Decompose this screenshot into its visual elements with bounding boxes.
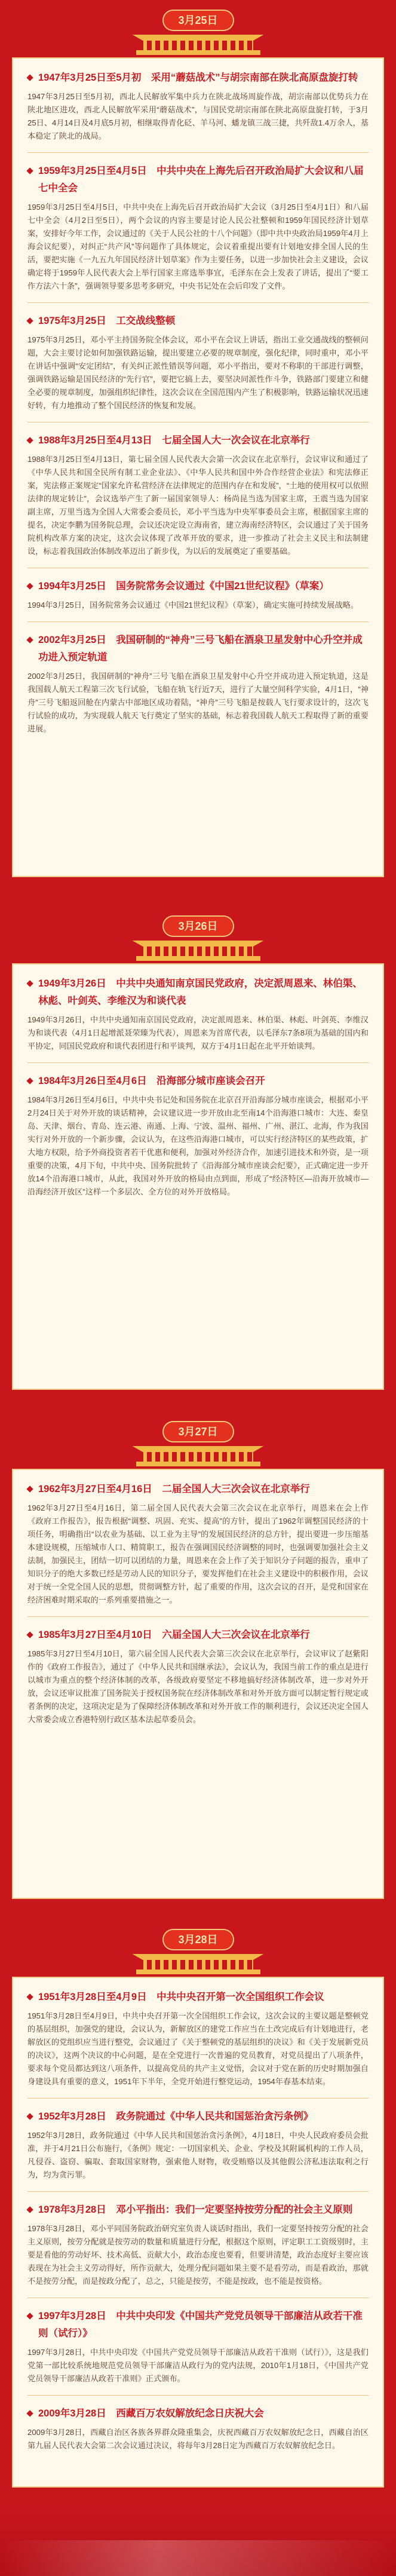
entry-body: 1952年3月28日，政务院通过《中华人民共和国惩治贪污条例》，4月18日，中央人民政府委员会批准，并于4月21日公布施行，《条例》规定：一切国家机关、企业、学校及其附属机构的工作人员，凡侵吞、盗窃、骗取、套取国家财物，强索他人财物，收受贿赂以及其他假公济私违法取利之行为，均为贪污罪。: [27, 2131, 369, 2179]
date-tab: 3月27日: [162, 1421, 234, 1442]
entry-title: 1959年3月25日至4月5日 中共中央在上海先后召开政治局扩大会议和八届七中全会: [27, 163, 369, 197]
date-section: [12, 1977, 384, 2488]
flag-decoration: [0, 2540, 396, 2576]
entry-body: 2002年3月25日，我国研制的“神舟”三号飞船在酒泉卫星发射中心升空并成功进入预定轨道，这是我国载人航天工程第三次飞行试验，飞船在轨飞行近7天，进行了大量空间科学实验，4月1日，“神舟”三号飞船返回舱在内蒙古中部地区成功着陆，“神舟”三号飞船是按载人飞行要求设计的，这次飞行试验的成功，为实现载人航天飞行奠定了坚实的基础，标志着我国载人航天工程取得了新的重要进展。: [27, 672, 369, 733]
entry-title: 1975年3月25日 工交战线整顿: [27, 313, 369, 330]
great-hall-icon: [133, 941, 264, 961]
entry-body: 1947年3月25日至5月初，西北人民解放军集中兵力在陕北战场周旋作战，胡宗南部以优势兵力在陕北地区进攻，西北人民解放军采用“蘑菇战术”，与国民党胡宗南部在陕北高原盘旋打转，于3月25日、4月14日及4月底5月初，相继取得青化砭、羊马河、蟠龙镇三战三捷，共歼敌1.4万余人，基本稳定了陕北的战局。: [27, 92, 369, 140]
history-entry: [13, 1627, 383, 1726]
entry-body: 1988年3月25日至4月13日，第七届全国人民代表大会第一次会议在北京举行，会议审议和通过了《中华人民共和国全民所有制工业企业法》、《中华人民共和国中外合作经营企业法》和宪法修正案，宪法修正案规定“国家允许私营经济在法律规定的范围内存在和发展”，“土地的使用权可以依照法律的规定转让”，会议选举产生了新一届国家领导人：杨尚昆当选为国家主席，王震当选为国家副主席，万里当选为全国人大常委会委员长，邓小平当选为中央军事委员会主席，根据国家主席的提名，决定李鹏为国务院总理，会议还决定设立海南省，建立海南经济特区，会议通过了关于国务院机构改革方案的决定，这次会议体现了改革开放的要求，进一步推动了社会主义民主和法制建设，标志着我国政治体制改革迈出了新步伐，为以后的发展奠定了重要基础。: [27, 455, 369, 556]
history-entry: [13, 1073, 383, 1199]
entry-body: 1985年3月27日至4月10日，第六届全国人民代表大会第三次会议在北京举行，会议审议了赵紫阳作的《政府工作报告》，通过了《中华人民共和国继承法》，会议认为，我国当前工作的重点是进行以城市为重点的整个经济体制的改革，各级政府要坚定不移地搞好经济体制改革，进一步对外开放，会议还审议批准了国务院关于授权国务院在经济体制改革和对外开放方面可以制定暂行规定或者条例的决定，这项决定是为了保障经济体制改革和对外开放工作的顺利进行，会议还决定全国人大常委会成立香港特别行政区基本法起草委员会。: [27, 1649, 369, 1724]
entry-body: 1959年3月25日至4月5日，中共中央在上海先后召开政治局扩大会议（3月25日至4月1日）和八届七中全会（4月2日至5日），两个会议的内容主要是讨论人民公社整顿和1959年国民经济计划草案，安排好今年工作，会议通过的《关于人民公社的十八个问题》（即中共中央政治局1959年4月上海会议纪要），对纠正“共产风”等问题作了具体规定，会议着重提出要有计划地安排全国人民的生活，要把实施《一九五九年国民经济计划草案》作为主要任务，以进一步加快社会主义建设，会议确定将于1959年人民代表大会上举行国家主席选举事宜，毛泽东在会上发表了讲话，提出了“要工作方法六十条”，强调领导要多思考多研究，中央书记处在会后印发了文件。: [27, 203, 369, 290]
entry-title: 1984年3月26日至4月6日 沿海部分城市座谈会召开: [27, 1073, 369, 1090]
history-entry: [13, 2108, 383, 2182]
entry-title: 1985年3月27日至4月10日 六届全国人大三次会议在北京举行: [27, 1627, 369, 1644]
entry-divider: [27, 302, 369, 303]
great-hall-icon: [133, 35, 264, 55]
history-entry: [13, 1989, 383, 2088]
great-hall-icon: [133, 1446, 264, 1466]
entry-title: 1962年3月27日至4月16日 二届全国人大三次会议在北京举行: [27, 1481, 369, 1498]
entry-body: 1994年3月25日，国务院常务会议通过《中国21世纪议程》（草案），确定实施可持续发展战略。: [27, 601, 358, 609]
history-entry: [13, 313, 383, 412]
date-section: [12, 1469, 384, 1899]
entry-body: 1951年3月28日至4月9日，中共中央召开第一次全国组织工作会议，这次会议的主要议题是整顿党的基层组织，加强党的建设，会议认为，新解放区的建党工作应当在土改完成后有计划地进行，老解放区的党组织应当进行整党，会议通过了《关于整顿党的基层组织的决议》和《关于发展新党员的决议》，这两个决议的中心问题，是在全党进行一次普遍的党员教育，对党员提出了八项条件，要求每个党员都达到这八项条件，以提高党员的共产主义觉悟，会议对于党在新的历史时期加强自身建设具有重要的意义，1951年下半年，全党开始进行整党运动，1954年春基本结束。: [27, 2011, 369, 2086]
entry-title: 1994年3月25日 国务院常务会议通过《中国21世纪议程》（草案）: [27, 578, 369, 595]
entry-title: 2002年3月25日 我国研制的“神舟”三号飞船在酒泉卫星发射中心升空并成功进入预定轨道: [27, 632, 369, 666]
entry-body: 1975年3月25日，邓小平主持国务院全体会议，邓小平在会议上讲话，指出工业交通战线的整顿问题，大会主要讨论如何加强铁路运输，提出要建立必要的规章制度，强化纪律，同时重申，邓小平在讲话中强调“安定团结”，有关纠正派性错误等问题，邓小平指出，要对不称职的干部进行调整，强调铁路运输是国民经济的“先行官”，要把它搞上去，要坚决同派性作斗争，铁路部门要建立和健全必要的规章制度，加强组织纪律性，这次会议在全国范围内产生了积极影响，铁路运输状况迅速好转，有力地推动了整个国民经济的恢复和发展。: [27, 335, 369, 410]
history-entry: [13, 1481, 383, 1607]
entry-body: 2009年3月28日，西藏自治区各族各界群众隆重集会，庆祝西藏百万农奴解放纪念日，西藏自治区第九届人民代表大会第二次会议通过决议，将每年3月28日定为西藏百万农奴解放纪念日。: [27, 2428, 369, 2450]
history-entry: [13, 432, 383, 558]
history-entry: [13, 2201, 383, 2288]
entry-body: 1949年3月26日，中共中央通知南京国民党政府，决定派周恩来、林伯渠、林彪、叶剑英、李维汉为和谈代表（4月1日起增派聂荣臻为代表），周恩来为首席代表，以毛泽东7条8项为基础的国内和平协定，同国民党政府和谈代表团进行和平谈判，双方于4月1日起在北平开始谈判。: [27, 1015, 369, 1050]
date-tab: 3月28日: [162, 1929, 234, 1950]
entry-title: 1951年3月28日至4月9日 中共中央召开第一次全国组织工作会议: [27, 1989, 369, 2006]
entry-divider: [27, 1062, 369, 1063]
history-entry: [13, 2308, 383, 2385]
date-section: [12, 57, 384, 877]
entry-title: 1997年3月28日 中共中央印发《中国共产党党员领导干部廉洁从政若干准则（试行）》: [27, 2308, 369, 2342]
entry-title: 1988年3月25日至4月13日 七届全国人大一次会议在北京举行: [27, 432, 369, 449]
history-entry: [13, 578, 383, 612]
footer-banner: [0, 2504, 396, 2576]
entry-divider: [27, 2098, 369, 2099]
entry-body: 1984年3月26日至4月6日，中共中央书记处和国务院在北京召开沿海部分城市座谈会，根据邓小平2月24日关于对外开放的谈话精神，会议建议进一步开放由北至南14个沿海港口城市：大连、秦皇岛、天津、烟台、青岛、连云港、南通、上海、宁波、温州、福州、广州、湛江、北海，作为我国实行对外开放的一个新步骤，会议认为，在这些沿海港口城市，可以实行经济特区的某些政策，扩大地方权限，给予外商投资者若干优惠和便利，加强对外经济合作，加速引进技术和外资，是一项重要的决策，4月下旬，中共中央、国务院批转了《沿海部分城市座谈会纪要》，正式确定进一步开放14个沿海港口城市，从此，我国对外开放的格局由点到面，形成了“经济特区—沿海开放城市—沿海经济开放区”这样一个多层次、全方位的对外开放格局。: [27, 1095, 369, 1196]
date-tab: 3月25日: [162, 10, 234, 31]
entry-divider: [27, 152, 369, 153]
entry-title: 1978年3月28日 邓小平指出：我们一定要坚持按劳分配的社会主义原则: [27, 2201, 369, 2219]
entry-divider: [27, 621, 369, 622]
history-entry: [13, 163, 383, 293]
entry-title: 1947年3月25日至5月初 采用“蘑菇战术”与胡宗南部在陕北高原盘旋打转: [27, 69, 369, 87]
entry-divider: [27, 2191, 369, 2192]
date-section: [12, 963, 384, 1390]
history-entry: [13, 69, 383, 143]
entry-body: 1997年3月28日，中共中央印发《中国共产党党员领导干部廉洁从政若干准则（试行）》，这是我们党第一部比较系统地规范党员领导干部廉洁从政行为的党内法规，2010年1月18日，《中国共产党党员领导干部廉洁从政若干准则》正式颁布。: [27, 2348, 369, 2383]
history-entry: [13, 975, 383, 1053]
entry-body: 1978年3月28日，邓小平同国务院政治研究室负责人谈话时指出，我们一定要坚持按劳分配的社会主义原则，按劳分配就是按劳动的数量和质量进行分配，根据这个原则，评定职工工资级别时，主要是看他的劳动好坏、技术高低、贡献大小，政治态度也要看，但要讲清楚，政治态度好主要应该表现在为社会主义劳动得好，所作贡献大，处理分配问题如果主要不是看劳动，而是看政治，那就不是按劳分配，而是按政分配了，总之，只能是按劳，不能是按政，也不能是按资格。: [27, 2224, 369, 2286]
entry-divider: [27, 2395, 369, 2396]
history-entry: [13, 632, 383, 736]
entry-title: 1952年3月28日 政务院通过《中华人民共和国惩治贪污条例》: [27, 2108, 369, 2125]
entry-title: 2009年3月28日 西藏百万农奴解放纪念日庆祝大会: [27, 2405, 369, 2422]
entry-divider: [27, 1616, 369, 1617]
date-tab: 3月26日: [162, 915, 234, 937]
entry-title: 1949年3月26日 中共中央通知南京国民党政府，决定派周恩来、林伯渠、林彪、叶剑英、李维汉为和谈代表: [27, 975, 369, 1010]
entry-body: 1962年3月27日至4月16日，第二届全国人民代表大会第三次会议在北京举行，周恩来在会上作《政府工作报告》，报告根据“调整、巩固、充实、提高”的方针，提出了1962年调整国民经济的十项任务，明确指出“以农业为基础、以工业为主导”的发展国民经济的总方针，提出要进一步压缩基本建设规模，压缩城市人口、精简职工，报告在强调国民经济调整的同时，也强调要加强社会主义法制，加强民主，团结一切可以团结的力量，周恩来在会上作了关于知识分子问题的报告，重申了知识分子的绝大多数已经是劳动人民的知识分子，要发挥他们在社会主义建设中的积极作用，会议对于统一全党全国人民的思想，贯彻调整方针，起了重要的作用，这次会议的召开，是党和国家在经济困难时期采取的一系列重要措施之一。: [27, 1503, 369, 1604]
history-entry: [13, 2405, 383, 2452]
great-hall-icon: [133, 1954, 264, 1974]
